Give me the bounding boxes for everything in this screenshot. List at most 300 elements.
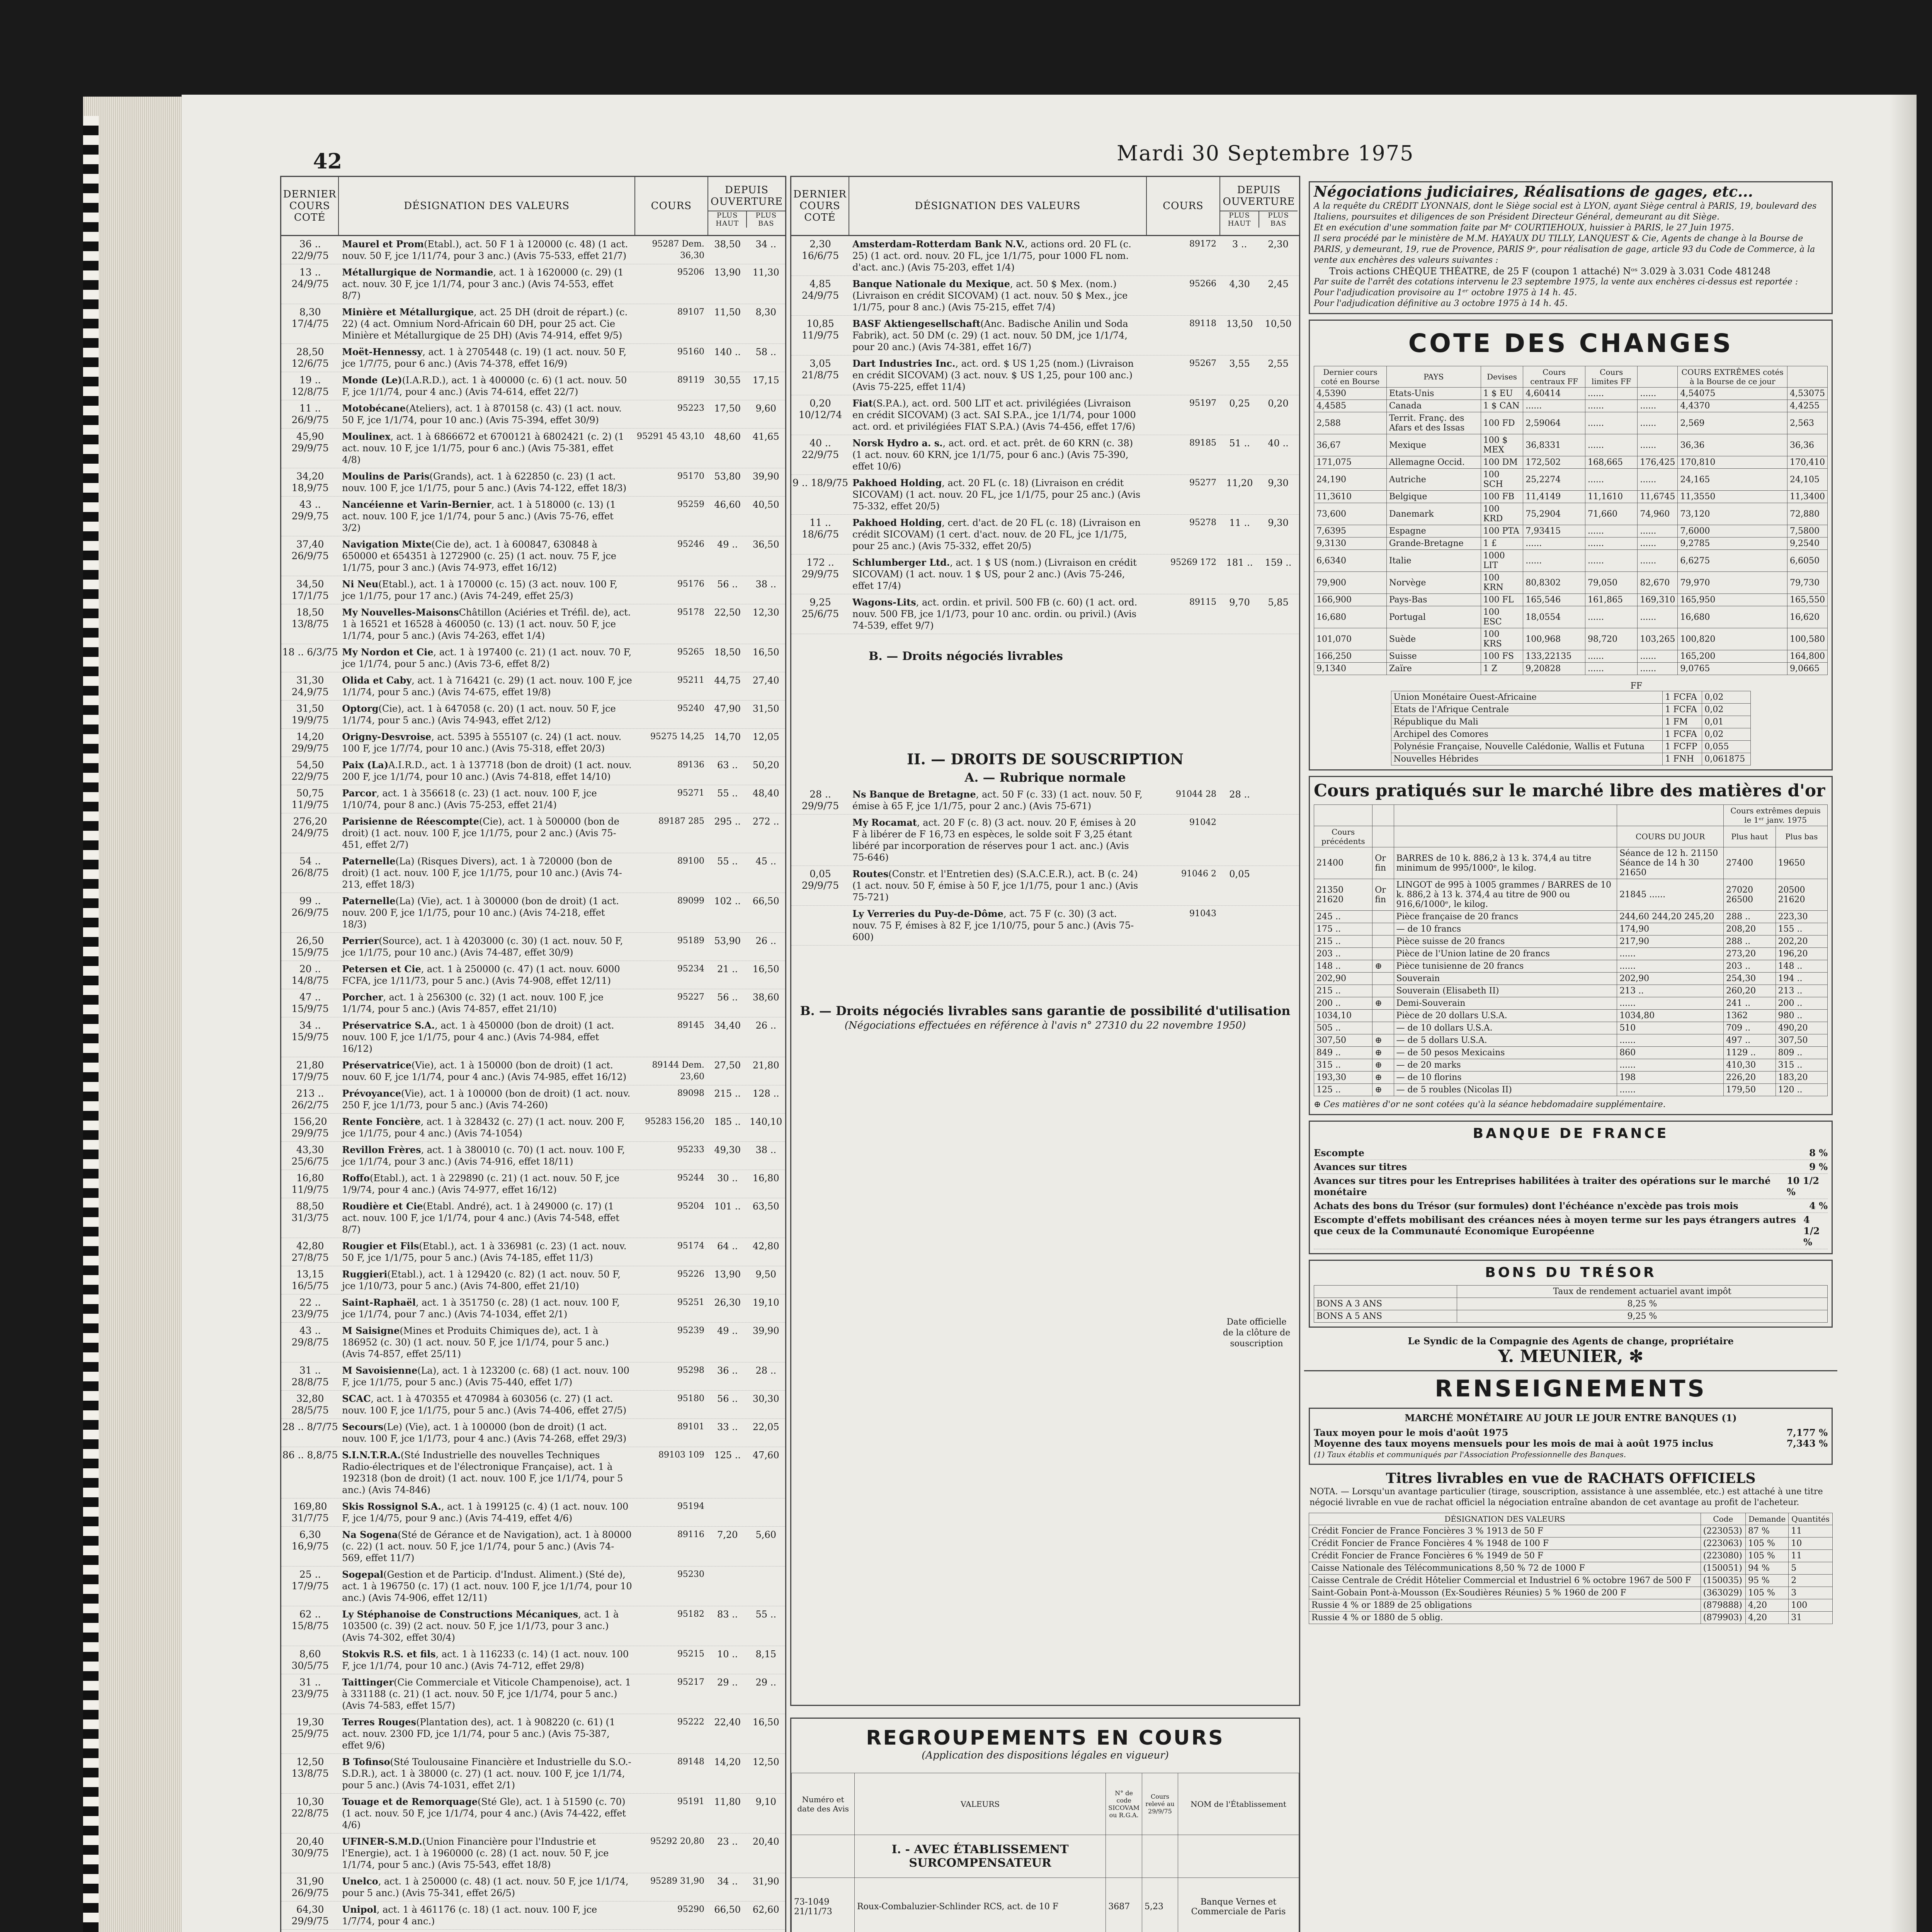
header-lo: PLUS BAS: [746, 211, 785, 228]
bdf-value: 4 %: [1809, 1200, 1828, 1211]
row-last-price: 36 .. 22/9/75: [291, 238, 329, 261]
header-since-open: [708, 177, 785, 235]
row-company-name: My Nordon et Cie: [342, 646, 434, 658]
row-low: 38 ..: [755, 1145, 776, 1155]
changes-row-cell: 18,0554: [1523, 606, 1585, 628]
table-row: [281, 604, 785, 644]
row-cours: 91044 28: [1176, 789, 1216, 799]
changes-row-cell: ......: [1585, 525, 1637, 537]
metals-row-cell: — de 20 marks: [1394, 1059, 1617, 1071]
changes-row: [1314, 572, 1828, 594]
union-row: [1391, 716, 1750, 728]
table-row: [281, 1085, 785, 1114]
rachats-row: [1309, 1525, 1833, 1537]
row-low: 9,50: [755, 1269, 776, 1280]
metals-row-cell: 860: [1617, 1047, 1724, 1059]
table-row: [281, 536, 785, 576]
changes-row-cell: 1 £: [1481, 537, 1523, 550]
metals-row-cell: Pièce de l'Union latine de 20 francs: [1394, 948, 1617, 960]
changes-row-cell: Grande-Bretagne: [1386, 537, 1481, 550]
table-row: [281, 372, 785, 400]
metals-head-row: [1314, 826, 1828, 847]
row-last-price: 172 .. 29/9/75: [801, 557, 839, 580]
row-details: Châtillon (Aciéries et Tréfil. de), act. 1 à 16521 et 16528 à 460050 (c. 13) (1 act. nouv. 50 F, jce 1/1/74, pour 5 anc.) (Avis 74-263, effet 1/4): [342, 607, 631, 641]
rachats-note: NOTA. — Lorsqu'un avantage particulier (tirage, souscription, assistance à une assemblée, etc.) est attaché à une titre négocié livrable en vue de rachat officiel la négociation entraîne abandon de cet avantage au profit de l'acheteur.: [1310, 1487, 1823, 1507]
table-row: [281, 853, 785, 893]
row-designation: [849, 477, 1147, 512]
changes-row-cell: 100,820: [1678, 628, 1787, 650]
table-row: [791, 866, 1299, 906]
row-cours: 95292 20,80: [650, 1837, 704, 1846]
changes-row: [1314, 550, 1828, 572]
row-last-price: 18 .. 6/3/75: [282, 646, 338, 658]
metals-row-cell: 21350 21620: [1314, 879, 1372, 911]
row-company-name: UFINER-S.M.D.: [342, 1836, 422, 1847]
changes-row-cell: ......: [1638, 606, 1678, 628]
row-designation: [849, 437, 1147, 472]
changes-row-cell: 74,960: [1638, 503, 1678, 525]
row-low: 62,60: [752, 1904, 779, 1915]
row-low: 140,10: [750, 1116, 782, 1127]
table-row: [791, 316, 1299, 355]
rachats-row-cell: Crédit Foncier de France Foncières 6 % 1949 de 50 F: [1309, 1550, 1701, 1562]
row-designation: [339, 1297, 635, 1320]
row-last-price: 21,80 17/9/75: [291, 1060, 329, 1082]
changes-row-cell: ......: [1638, 412, 1678, 434]
metals-row-cell: 194 ..: [1776, 973, 1827, 985]
changes-row-cell: 6,6050: [1787, 550, 1827, 572]
metals-row-cell: 175 ..: [1314, 923, 1372, 935]
negociations-text-3: Il sera procédé par le ministère de M.M. HAYAUX DU TILLY, LANQUEST & Cie, Agents de change à la Bourse de PARIS, y demeurant, 19, rue de Provence, PARIS 9ᵉ, pour réalisation de gage, article 93 du Code de Commerce, à la vente aux enchères des valeurs suivantes :: [1314, 234, 1815, 265]
row-low: 45 ..: [755, 856, 776, 867]
column-2-rows: [791, 236, 1299, 634]
row-designation: [849, 358, 1147, 393]
row-last-price: 14,20 29/9/75: [291, 731, 329, 754]
table-row: [281, 1170, 785, 1198]
row-high: 33 ..: [717, 1422, 738, 1432]
metals-row: [1314, 1034, 1828, 1047]
row-high: 30 ..: [717, 1173, 738, 1184]
section-b2-note: (Négociations effectuées en référence à l'avis n° 27310 du 22 novembre 1950): [844, 1020, 1246, 1031]
table-row: [281, 729, 785, 757]
row-designation: [849, 557, 1147, 592]
row-high: 48,60: [714, 431, 741, 442]
changes-row-cell: 24,105: [1787, 469, 1827, 491]
metals-row-cell: ......: [1617, 948, 1724, 960]
changes-row-cell: 172,502: [1523, 456, 1585, 469]
row-high: 64 ..: [717, 1241, 738, 1252]
metals-row: [1314, 879, 1828, 911]
row-high: 295 ..: [714, 816, 741, 827]
changes-row-cell: 82,670: [1638, 572, 1678, 594]
row-company-name: SCAC: [342, 1393, 371, 1404]
row-company-name: Moët-Hennessy: [342, 346, 423, 357]
row-company-name: Préservatrice S.A.: [342, 1020, 435, 1031]
changes-row-cell: 36,36: [1787, 434, 1827, 456]
rachats-row-cell: 31: [1789, 1612, 1833, 1624]
row-cours: 95230: [677, 1570, 704, 1579]
changes-row-cell: ......: [1638, 434, 1678, 456]
row-designation: [339, 539, 635, 573]
row-high: 23 ..: [717, 1836, 738, 1847]
row-company-name: Origny-Desvroise: [342, 731, 432, 742]
metals-row-cell: ⊕: [1372, 960, 1394, 973]
bdf-label: Escompte: [1314, 1147, 1364, 1158]
changes-row-cell: 9,20828: [1523, 663, 1585, 675]
negociations-text-6: Pour l'adjudication définitive au 3 octobre 1975 à 14 h. 45.: [1314, 299, 1568, 308]
row-high: 28 ..: [1229, 789, 1250, 800]
metals-row-cell: BARRES de 10 k. 886,2 à 13 k. 374,4 au titre minimum de 995/1000ᵉ, le kilog.: [1394, 847, 1617, 879]
table-head-cell: Cours limites FF: [1585, 366, 1637, 388]
table-row: [791, 276, 1299, 316]
changes-row-cell: 71,660: [1585, 503, 1637, 525]
changes-row-cell: ......: [1523, 550, 1585, 572]
metals-row-cell: Pièce de 20 dollars U.S.A.: [1394, 1010, 1617, 1022]
row-low: 31,50: [752, 703, 779, 714]
union-row-cell: 0,055: [1702, 741, 1750, 753]
changes-row-cell: Etats-Unis: [1386, 388, 1481, 400]
row-low: 10,50: [1265, 318, 1292, 329]
row-company-name: Optorg: [342, 703, 379, 714]
header-cours: COURS: [635, 177, 708, 235]
row-details: , act. 5395 à 555107 (c. 24) (1 act. nouv. 100 F, jce 1/7/74, pour 10 anc.) (Avis 75-318, effet 20/3): [342, 731, 622, 754]
rachats-row: [1309, 1537, 1833, 1550]
row-last-price: 42,80 27/8/75: [291, 1240, 329, 1263]
row-last-price: 4,85 24/9/75: [801, 278, 839, 301]
changes-row-cell: Suède: [1386, 628, 1481, 650]
union-row: [1391, 753, 1750, 765]
metals-box: [1309, 776, 1833, 1115]
row-low: 9,60: [755, 403, 776, 414]
row-last-price: 0,20 10/12/74: [798, 398, 842, 420]
changes-row-cell: ......: [1638, 650, 1678, 663]
row-high: 13,50: [1226, 318, 1253, 329]
row-cours: 95204: [677, 1201, 704, 1211]
rachats-row-cell: 105 %: [1745, 1550, 1788, 1562]
row-details: , act. 1 $ US (nom.) (Livraison en crédit SICOVAM) (1 act. nouv. 1 $ US, pour 2 anc.) (Avis 75-246, effet 17/4): [852, 557, 1137, 591]
metals-row-cell: 203 ..: [1724, 960, 1776, 973]
changes-row-cell: 9,2785: [1678, 537, 1787, 550]
row-low: 8,15: [755, 1649, 776, 1660]
row-details: (Etabl.), act. 1 à 336981 (c. 23) (1 act. nouv. 50 F, jce 1/1/75, pour 5 anc.) (Avis 74-185, effet 11/3): [342, 1241, 627, 1263]
metals-row: [1314, 935, 1828, 948]
header-last-price: DERNIER COURS COTÉ: [791, 177, 849, 235]
row-high: 21 ..: [717, 964, 738, 975]
row-high: 215 ..: [714, 1088, 741, 1099]
row-cours: 95189: [677, 936, 704, 946]
table-row: [281, 236, 785, 264]
rachats-row-cell: Crédit Foncier de France Foncières 4 % 1948 de 100 F: [1309, 1537, 1701, 1550]
changes-row-cell: Allemagne Occid.: [1386, 456, 1481, 469]
changes-row-cell: ......: [1585, 388, 1637, 400]
row-designation: [339, 1421, 635, 1444]
header-hi: PLUS HAUT: [716, 211, 739, 228]
table-row: [281, 1714, 785, 1754]
changes-row: [1314, 525, 1828, 537]
row-cours: 95289 31,90: [650, 1876, 704, 1886]
changes-table: [1314, 366, 1828, 675]
row-last-price: 88,50 31/3/75: [291, 1201, 329, 1223]
metals-h-prev: Cours précédents: [1314, 826, 1372, 847]
metals-row-cell: 200 ..: [1776, 997, 1827, 1010]
table-row: [791, 475, 1299, 515]
changes-row-cell: 79,970: [1678, 572, 1787, 594]
metals-row-cell: 307,50: [1776, 1034, 1827, 1047]
metals-row-cell: 315 ..: [1776, 1059, 1827, 1071]
row-details: , act. 1 à 518000 (c. 13) (1 act. nouv. 100 F, jce 1/1/74, pour 5 anc.) (Avis 75-76, effet 3/2): [342, 499, 616, 533]
row-cours: 95246: [677, 539, 704, 549]
row-cours: 95182: [677, 1609, 704, 1619]
bdf-item: [1314, 1160, 1828, 1174]
metals-row-cell: 497 ..: [1724, 1034, 1776, 1047]
row-cours: 95291 45 43,10: [636, 432, 704, 441]
table-row: [281, 1238, 785, 1266]
metals-row-cell: ⊕: [1372, 1059, 1394, 1071]
row-designation: [339, 578, 635, 602]
row-details: (Gestion et de Particip. d'Indust. Aliment.) (Sté de), act. 1 à 196750 (c. 17) (1 act. nouv. 100 F, jce 1/1/74, pour 10 anc.) (Avis 74-906, effet 12/11): [342, 1569, 632, 1603]
row-high: 0,05: [1229, 869, 1250, 879]
table-row: [791, 815, 1299, 866]
row-company-name: Wagons-Lits: [852, 597, 916, 608]
changes-row-cell: 166,900: [1314, 594, 1387, 606]
table-row: [281, 933, 785, 961]
changes-row-cell: 9,3130: [1314, 537, 1387, 550]
row-cours: 91042: [1189, 818, 1216, 827]
row-last-price: 32,80 28/5/75: [291, 1393, 329, 1416]
row-details: , act. ordin. et privil. 500 FB (c. 60) (1 act. ord. nouv. 500 FB, jce 1/1/73, pour 10 anc. ordin. ou privil.) (Avis 74-539, effet 9/7): [852, 597, 1138, 631]
row-designation: [849, 517, 1147, 552]
changes-row-cell: 98,720: [1585, 628, 1637, 650]
header-cours: COURS: [1147, 177, 1220, 235]
rachats-row-cell: 105 %: [1745, 1587, 1788, 1599]
header-hi: PLUS HAUT: [1228, 211, 1251, 228]
metals-row-cell: [1372, 923, 1394, 935]
metals-row: [1314, 911, 1828, 923]
row-details: (Ateliers), act. 1 à 870158 (c. 43) (1 act. nouv. 50 F, jce 1/1/74, pour 10 anc.) (Avis 75-394, effet 30/9): [342, 403, 622, 425]
changes-row-cell: 165,950: [1678, 594, 1787, 606]
metals-row-cell: 215 ..: [1314, 985, 1372, 997]
row-company-name: Ly Verreries du Puy-de-Dôme: [852, 908, 1003, 919]
metals-row-cell: 19650: [1776, 847, 1827, 879]
row-cours: 95271: [677, 788, 704, 798]
row-last-price: 13,15 16/5/75: [291, 1269, 329, 1291]
rachats-row-cell: 10: [1789, 1537, 1833, 1550]
row-high: 14,70: [714, 731, 741, 742]
row-last-price: 213 .. 26/2/75: [291, 1088, 329, 1111]
row-details: (Vie), act. 1 à 150000 (bon de droit) (1 act. nouv. 60 F, jce 1/1/74, pour 4 anc.) (Avis 74-985, effet 16/12): [342, 1060, 627, 1082]
metals-row-cell: 215 ..: [1314, 935, 1372, 948]
metals-row-cell: 120 ..: [1776, 1084, 1827, 1096]
negociations-text-5: Pour l'adjudication provisoire au 1ᵉʳ octobre 1975 à 14 h. 45.: [1314, 288, 1577, 298]
row-high: 53,80: [714, 471, 741, 482]
rg-h-cours: Cours relevé au 29/9/75: [1142, 1773, 1178, 1835]
changes-row: [1314, 388, 1828, 400]
table-head-cell: Dernier cours coté en Bourse: [1314, 366, 1387, 388]
row-cours: 89136: [677, 760, 704, 770]
row-low: 28 ..: [755, 1365, 776, 1376]
table-row: [281, 757, 785, 785]
metals-row-cell: ......: [1617, 997, 1724, 1010]
row-last-price: 20 .. 14/8/75: [291, 963, 329, 986]
rachats-row-cell: 95 %: [1745, 1575, 1788, 1587]
row-high: 49 ..: [717, 539, 738, 550]
table-row: [281, 644, 785, 672]
row-cours: 89172: [1189, 239, 1216, 249]
changes-row-cell: 11,3610: [1314, 491, 1387, 503]
negociations-title: Négociations judiciaires, Réalisations de gages, etc...: [1314, 183, 1753, 200]
changes-row-cell: 101,070: [1314, 628, 1387, 650]
binding-strip: [83, 116, 99, 1932]
metals-row-cell: ⊕: [1372, 1084, 1394, 1096]
metals-row-cell: 193,30: [1314, 1071, 1372, 1084]
row-last-price: 43,30 25/6/75: [291, 1144, 329, 1167]
metals-row-cell: LINGOT de 995 à 1005 grammes / BARRES de 10 k. 886,2 à 13 k. 374,4 au titre de 900 ou 916,6/1000ᵉ, le kilog.: [1394, 879, 1617, 911]
rachats-row-cell: Russie 4 % or 1880 de 5 oblig.: [1309, 1612, 1701, 1624]
union-row-cell: Archipel des Comores: [1391, 728, 1663, 741]
changes-row-cell: 176,425: [1638, 456, 1678, 469]
row-last-price: 26,50 15/9/75: [291, 935, 329, 958]
rachats-row: [1309, 1612, 1833, 1624]
row-cours: 89107: [677, 307, 704, 317]
row-designation: [339, 1529, 635, 1564]
table-head-cell: Demande: [1745, 1513, 1788, 1525]
metals-row-cell: 148 ..: [1776, 960, 1827, 973]
row-designation: [339, 731, 635, 754]
row-cours: 95278: [1189, 518, 1216, 527]
bdf-label: Avances sur titres pour les Entreprises habilitées à traiter des opérations sur le marché monétaire: [1314, 1175, 1771, 1197]
row-details: (Cie), act. 1 à 500000 (bon de droit) (1 act. nouv. 100 F, jce 1/1/75, pour 2 anc.) (Avis 75-451, effet 2/7): [342, 816, 619, 850]
row-low: 36,50: [752, 539, 779, 550]
rachats-row: [1309, 1575, 1833, 1587]
changes-row-cell: 1 $ CAN: [1481, 400, 1523, 412]
metals-row-cell: 20500 21620: [1776, 879, 1827, 911]
table-row: [281, 1017, 785, 1057]
row-high: 26,30: [714, 1297, 741, 1308]
syndic-name: Y. MEUNIER, ✻: [1498, 1347, 1643, 1366]
metals-row-cell: 254,30: [1724, 973, 1776, 985]
syndic-line: Le Syndic de la Compagnie des Agents de change, propriétaire: [1408, 1335, 1734, 1347]
column-1-rows: [281, 236, 785, 1932]
changes-row-cell: ......: [1638, 388, 1678, 400]
row-low: 8,30: [755, 307, 776, 318]
row-designation: [339, 1269, 635, 1292]
changes-row: [1314, 503, 1828, 525]
row-company-name: Stokvis R.S. et fils: [342, 1648, 436, 1660]
row-company-name: Nancéienne et Varin-Bernier: [342, 499, 492, 510]
metals-row-cell: 179,50: [1724, 1084, 1776, 1096]
page-date: Mardi 30 Septembre 1975: [1117, 141, 1414, 165]
row-designation: [339, 895, 635, 930]
row-designation: [339, 855, 635, 890]
changes-row-cell: 1 Z: [1481, 663, 1523, 675]
changes-row-cell: 165,200: [1678, 650, 1787, 663]
row-last-price: 28 .. 8/7/75: [282, 1421, 338, 1432]
table-row: [281, 1114, 785, 1142]
metals-row-cell: 27020 26500: [1724, 879, 1776, 911]
table-row: [281, 429, 785, 468]
metals-row-cell: Or fin: [1372, 879, 1394, 911]
rachats-title: Titres livrables en vue de RACHATS OFFICIELS: [1386, 1470, 1756, 1486]
rachats-row-cell: (223080): [1701, 1550, 1745, 1562]
row-high: 185 ..: [714, 1116, 741, 1127]
union-row: [1391, 704, 1750, 716]
changes-row-cell: Portugal: [1386, 606, 1481, 628]
row-details: (Cie Commerciale et Viticole Champenoise), act. 1 à 331188 (c. 21) (1 act. nouv. 50 F, jce 1/1/74, pour 5 anc.) (Avis 74-583, effet 15/7): [342, 1677, 631, 1711]
header-since-label: DEPUIS OUVERTURE: [711, 184, 783, 207]
row-cours: 95211: [677, 675, 704, 685]
row-cours: 95251: [677, 1298, 704, 1307]
row-last-price: 54,50 22/9/75: [291, 759, 329, 782]
row-high: 9,70: [1229, 597, 1250, 608]
rg-section-1: I. - AVEC ÉTABLISSEMENT SURCOMPENSATEUR: [855, 1835, 1106, 1878]
union-row: [1391, 728, 1750, 741]
row-last-price: 31,50 19/9/75: [291, 703, 329, 726]
row-details: , act. 1 à 716421 (c. 29) (1 act. nouv. 100 F, jce 1/1/74, pour 5 anc.) (Avis 74-675, effet 19/8): [342, 675, 632, 697]
metals-row: [1314, 1059, 1828, 1071]
row-high: 17,50: [714, 403, 741, 414]
metals-row-cell: 200 ..: [1314, 997, 1372, 1010]
metals-h-blank2: [1394, 826, 1617, 847]
table-row: [791, 236, 1299, 276]
table-row: [281, 1419, 785, 1447]
metals-row-cell: ......: [1617, 1034, 1724, 1047]
changes-row-cell: 9,1340: [1314, 663, 1387, 675]
row-company-name: Unipol: [342, 1904, 377, 1915]
metals-row-cell: 1129 ..: [1724, 1047, 1776, 1059]
bdf-item: [1314, 1174, 1828, 1199]
metals-row-cell: Souverain (Elisabeth II): [1394, 985, 1617, 997]
row-cours: 95234: [677, 964, 704, 974]
rg-h-nom: NOM de l'Établissement: [1178, 1773, 1299, 1835]
row-details: , act. 1 à 256300 (c. 32) (1 act. nouv. 100 F, jce 1/1/74, pour 5 anc.) (Avis 74-857, effet 21/10): [342, 992, 604, 1014]
row-last-price: 37,40 26/9/75: [291, 539, 329, 561]
row-last-price: 99 .. 26/9/75: [291, 895, 329, 918]
rg-h-valeurs: VALEURS: [855, 1773, 1106, 1835]
table-row: [791, 355, 1299, 395]
changes-row: [1314, 412, 1828, 434]
metals-row-cell: 273,20: [1724, 948, 1776, 960]
row-high: 38,50: [714, 239, 741, 250]
changes-row-cell: 2,563: [1787, 412, 1827, 434]
rg-r1-avis: 73-1049 21/11/73: [792, 1878, 855, 1932]
table-row: [281, 1391, 785, 1419]
metals-row-cell: 21845 ......: [1617, 879, 1724, 911]
metals-row-cell: 1362: [1724, 1010, 1776, 1022]
changes-row: [1314, 434, 1828, 456]
rachats-row-cell: (150035): [1701, 1575, 1745, 1587]
metals-row-cell: Pièce tunisienne de 20 francs: [1394, 960, 1617, 973]
row-low: 63,50: [752, 1201, 779, 1212]
row-high: 56 ..: [717, 1393, 738, 1404]
row-company-name: Porcher: [342, 992, 383, 1003]
table-head-cell: DÉSIGNATION DES VALEURS: [1309, 1513, 1701, 1525]
table-row: [281, 893, 785, 933]
changes-row-cell: 6,6340: [1314, 550, 1387, 572]
row-high: 3,55: [1229, 358, 1250, 369]
row-last-price: 47 .. 15/9/75: [291, 992, 329, 1014]
row-cours: 95191: [677, 1797, 704, 1806]
metals-row-cell: 223,30: [1776, 911, 1827, 923]
row-designation: [339, 1325, 635, 1360]
changes-row-cell: Autriche: [1386, 469, 1481, 491]
row-company-name: Métallurgique de Normandie: [342, 267, 493, 278]
row-cours: 95283 156,20: [645, 1117, 704, 1126]
bons-5-label: BONS A 5 ANS: [1314, 1310, 1457, 1323]
changes-row: [1314, 491, 1828, 503]
row-low: 12,05: [752, 731, 779, 742]
header-designation: DÉSIGNATION DES VALEURS: [339, 177, 635, 235]
metals-row-cell: 315 ..: [1314, 1059, 1372, 1071]
